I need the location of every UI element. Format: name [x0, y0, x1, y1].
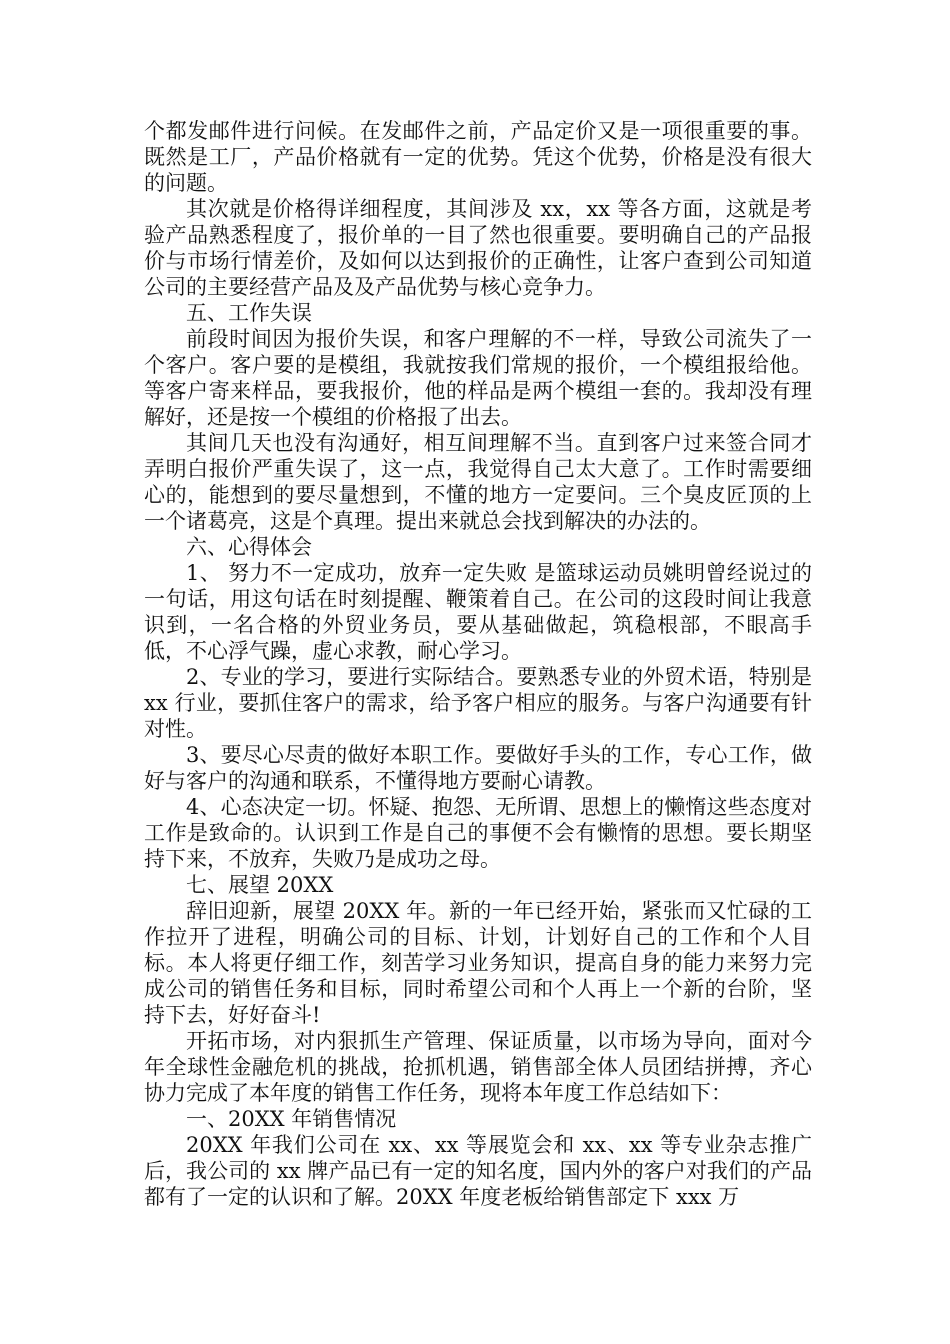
- paragraph-mistake-2: 其间几天也没有沟通好，相互间理解不当。直到客户过来签合同才弄明白报价严重失误了，这一点，我觉得自己太大意了。工作时需要细心的，能想到的要尽量想到，不懂的地方一定要问。三个臭皮匠顶的上一个诸葛亮，这是个真理。提出来就总会找到解决的办法的。: [144, 431, 812, 533]
- paragraph-price-detail: 其次就是价格得详细程度，其间涉及 xx，xx 等各方面，这就是考验产品熟悉程度了，报价单的一目了然也很重要。要明确自己的产品报价与市场行情差价，及如何以达到报价的正确性，让客户查到公司知道公司的主要经营产品及及产品优势与核心竞争力。: [144, 197, 812, 299]
- section-heading-outlook: 七、展望 20XX: [186, 873, 334, 897]
- section-heading-experience: 六、心得体会: [186, 535, 312, 559]
- paragraph-outlook-1: 辞旧迎新，展望 20XX 年。新的一年已经开始，紧张而又忙碌的工作拉开了进程，明确公司的目标、计划，计划好自己的工作和个人目标。本人将更仔细工作，刻苦学习业务知识，提高自身的能力来努力完成公司的销售任务和目标，同时希望公司和个人再上一个新的台阶，坚持下去，好好奋斗!: [144, 899, 812, 1027]
- paragraph-experience-3: 3、要尽心尽责的做好本职工作。要做好手头的工作，专心工作，做好与客户的沟通和联系，不懂得地方要耐心请教。: [144, 743, 812, 793]
- paragraph-mistake-1: 前段时间因为报价失误，和客户理解的不一样，导致公司流失了一个客户。客户要的是模组，我就按我们常规的报价，一个模组报给他。等客户寄来样品，要我报价，他的样品是两个模组一套的。我却没有理解好，还是按一个模组的价格报了出去。: [144, 327, 812, 429]
- paragraph-outlook-2: 开拓市场，对内狠抓生产管理、保证质量，以市场为导向，面对今年全球性金融危机的挑战，抢抓机遇，销售部全体人员团结拼搏，齐心协力完成了本年度的销售工作任务，现将本年度工作总结如下：: [144, 1029, 812, 1105]
- paragraph-experience-1: 1、 努力不一定成功，放弃一定失败 是篮球运动员姚明曾经说过的一句话，用这句话在时刻提醒、鞭策着自己。在公司的这段时间让我意识到，一名合格的外贸业务员，要从基础做起，筑稳根部，不眼高手低，不心浮气躁，虚心求教，耐心学习。: [144, 561, 812, 663]
- document-page: [144, 118, 812, 1210]
- section-heading-work-mistakes: 五、工作失误: [186, 301, 312, 325]
- section-heading-sales: 一、20XX 年销售情况: [186, 1107, 397, 1131]
- paragraph-sales-1: 20XX 年我们公司在 xx、xx 等展览会和 xx、xx 等专业杂志推广后，我公司的 xx 牌产品已有一定的知名度，国内外的客户对我们的产品都有了一定的认识和了解。20XX 年度老板给销售部定下 xxx 万: [144, 1133, 812, 1209]
- paragraph-intro-continued: 个都发邮件进行问候。在发邮件之前，产品定价又是一项很重要的事。既然是工厂，产品价格就有一定的优势。凭这个优势，价格是没有很大的问题。: [144, 119, 812, 195]
- paragraph-experience-2: 2、专业的学习，要进行实际结合。要熟悉专业的外贸术语，特别是 xx 行业，要抓住客户的需求，给予客户相应的服务。与客户沟通要有针对性。: [144, 665, 812, 741]
- paragraph-experience-4: 4、心态决定一切。怀疑、抱怨、无所谓、思想上的懒惰这些态度对工作是致命的。认识到工作是自己的事便不会有懒惰的思想。要长期坚持下来，不放弃，失败乃是成功之母。: [144, 795, 812, 871]
